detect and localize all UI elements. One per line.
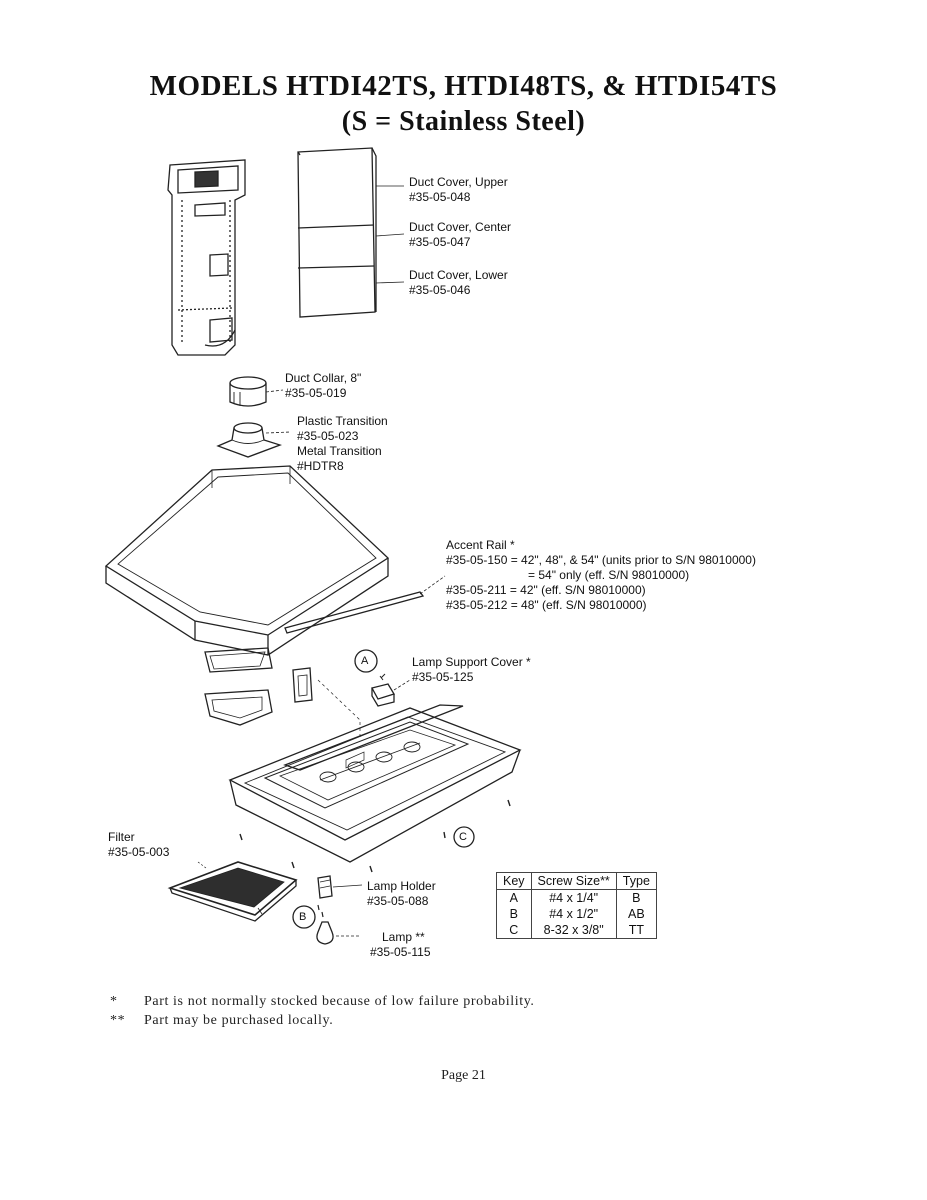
- accent-rail-drawing: [285, 576, 445, 633]
- callout-a: A: [361, 655, 369, 667]
- table-cell: C: [497, 922, 532, 939]
- table-cell: AB: [616, 906, 656, 922]
- table-cell: #4 x 1/2": [531, 906, 616, 922]
- footnotes: [110, 992, 535, 1030]
- page-subtitle: (S = Stainless Steel): [341, 106, 586, 137]
- table-cell: B: [497, 906, 532, 922]
- duct-collar-drawing: [230, 377, 283, 406]
- transition-label: Plastic Transition #35-05-023 Metal Transition #HDTR8: [297, 414, 388, 473]
- duct-cover-upper-label: Duct Cover, Upper #35-05-048: [409, 175, 508, 204]
- footnote: [110, 992, 535, 1011]
- filter-drawing: [170, 862, 296, 921]
- hood-canopy-drawing: [106, 466, 388, 655]
- table-cell: B: [616, 890, 656, 907]
- footnote-text: Part is not normally stocked because of low failure probability.: [144, 994, 535, 1009]
- footnote-text: Part may be purchased locally.: [144, 1013, 334, 1028]
- table-header: Key: [497, 873, 532, 890]
- lamp-holder-label: Lamp Holder #35-05-088: [367, 879, 436, 908]
- footnote-mark: **: [110, 1013, 126, 1028]
- lamp-label: Lamp ** #35-05-115: [370, 930, 431, 959]
- transition-drawing: [218, 423, 290, 457]
- baffle-parts-drawing: [205, 648, 272, 725]
- duct-cover-lower-label: Duct Cover, Lower #35-05-046: [409, 268, 508, 297]
- screw-size-table: [496, 872, 657, 939]
- page-number: Page 21: [441, 1068, 486, 1083]
- table-row: [497, 922, 657, 939]
- chimney-frame-drawing: [168, 160, 245, 355]
- filter-label: Filter #35-05-003: [108, 830, 170, 859]
- footnote-mark: *: [110, 994, 118, 1009]
- table-header: Type: [616, 873, 656, 890]
- switch-bracket-drawing: [293, 668, 360, 740]
- table-row: [497, 890, 657, 907]
- callout-b: B: [299, 911, 307, 923]
- table-header: Screw Size**: [531, 873, 616, 890]
- duct-cover-drawing: [298, 148, 404, 317]
- table-cell: #4 x 1/4": [531, 890, 616, 907]
- table-cell: A: [497, 890, 532, 907]
- page-title: MODELS HTDI42TS, HTDI48TS, & HTDI54TS: [149, 70, 778, 102]
- table-header-row: [497, 873, 657, 890]
- table-cell: 8-32 x 3/8": [531, 922, 616, 939]
- accent-rail-label: Accent Rail * #35-05-150 = 42", 48", & 54" (units prior to S/N 98010000) = 54" only (eff. S/N 98010000) #35-05-211 = 42" (eff. S/N 98010000) #35-05-212 = 48" (eff. S/N 98010000): [446, 538, 756, 612]
- hood-pan-drawing: [230, 705, 520, 872]
- duct-cover-center-label: Duct Cover, Center #35-05-047: [409, 220, 512, 249]
- callout-c: C: [459, 831, 467, 843]
- table-cell: TT: [616, 922, 656, 939]
- lamp-support-cover-label: Lamp Support Cover * #35-05-125: [412, 655, 531, 684]
- duct-collar-label: Duct Collar, 8" #35-05-019: [285, 371, 362, 400]
- table-row: [497, 906, 657, 922]
- footnote: [110, 1011, 535, 1030]
- lamp-drawing: [317, 922, 360, 944]
